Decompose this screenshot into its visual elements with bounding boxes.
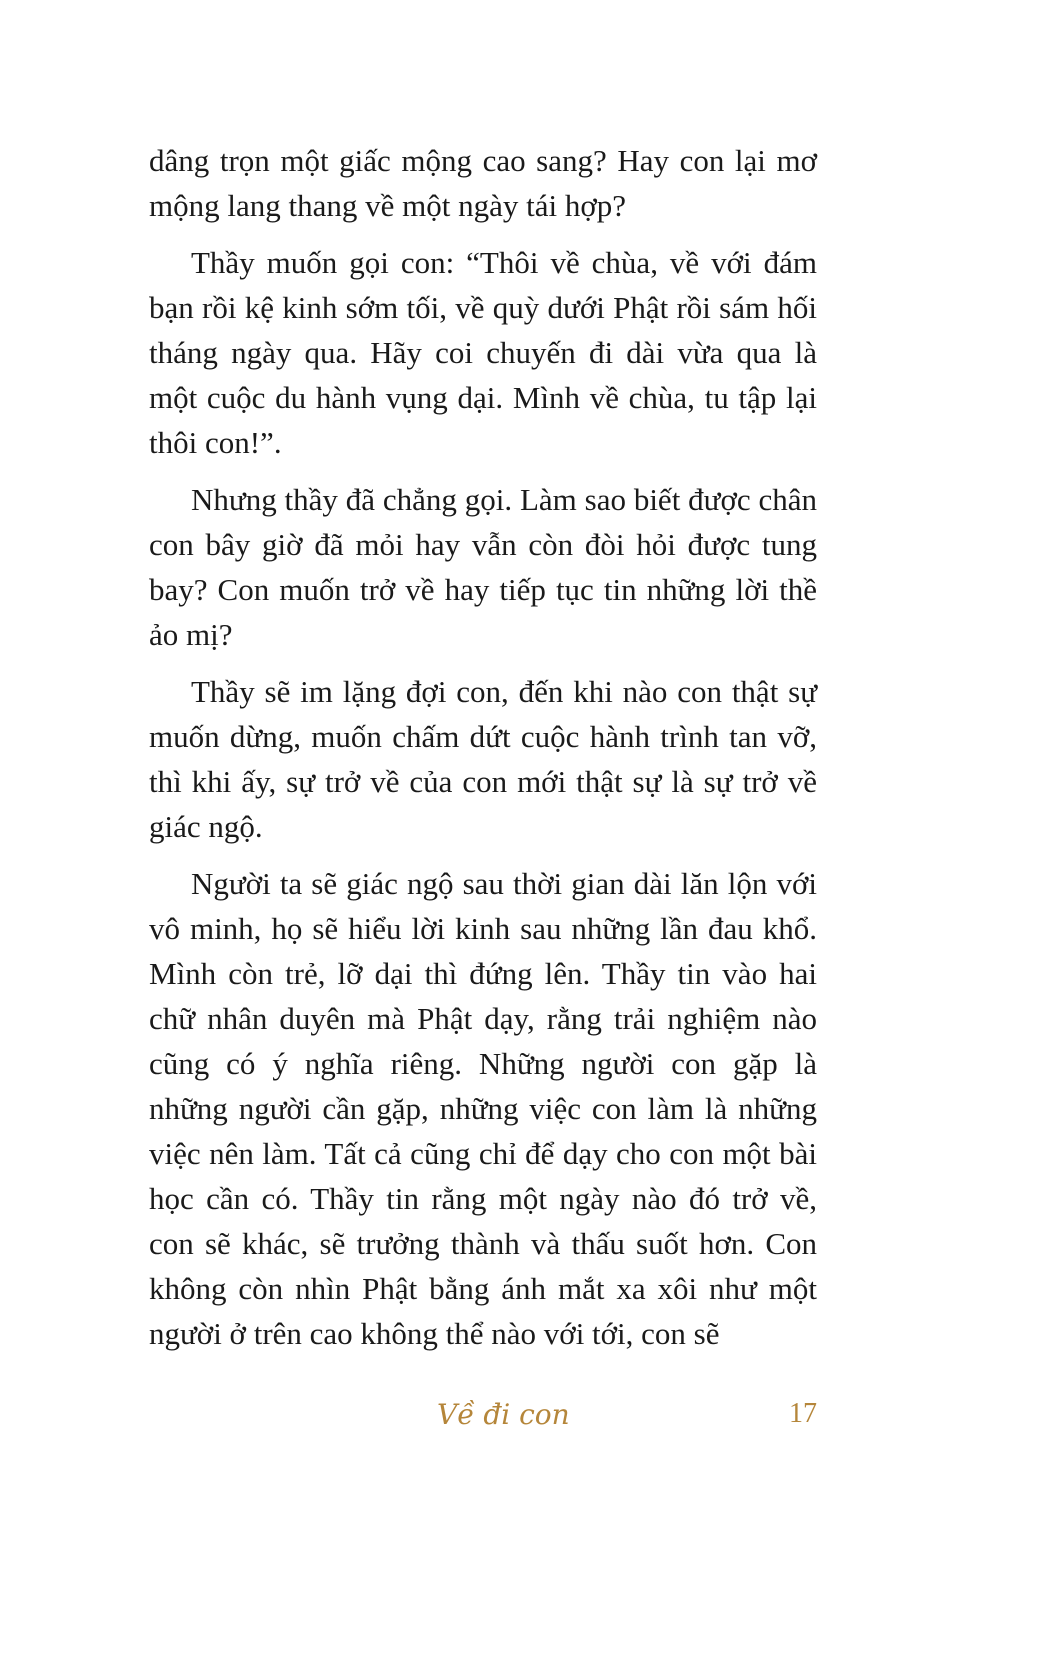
page-footer [149, 1398, 817, 1438]
paragraph: Thầy sẽ im lặng đợi con, đến khi nào con thật sự muốn dừng, muốn chấm dứt cuộc hành trình tan vỡ, thì khi ấy, sự trở về của con mới thật sự là sự trở về giác ngộ. [149, 674, 817, 844]
page-body [149, 138, 817, 1368]
page-number: 17 [789, 1398, 817, 1429]
paragraph: dâng trọn một giấc mộng cao sang? Hay con lại mơ mộng lang thang về một ngày tái hợp? [149, 143, 817, 223]
running-title: Về đi con [437, 1398, 570, 1431]
paragraph: Nhưng thầy đã chẳng gọi. Làm sao biết được chân con bây giờ đã mỏi hay vẫn còn đòi hỏi được tung bay? Con muốn trở về hay tiếp tục tin những lời thề ảo mị? [149, 482, 817, 652]
paragraph: Thầy muốn gọi con: “Thôi về chùa, về với đám bạn rồi kệ kinh sớm tối, về quỳ dưới Phật rồi sám hối tháng ngày qua. Hãy coi chuyến đi dài vừa qua là một cuộc du hành vụng dại. Mình về chùa, tu tập lại thôi con!”. [149, 245, 817, 460]
paragraph: Người ta sẽ giác ngộ sau thời gian dài lăn lộn với vô minh, họ sẽ hiểu lời kinh sau những lần đau khổ. Mình còn trẻ, lỡ dại thì đứng lên. Thầy tin vào hai chữ nhân duyên mà Phật dạy, rằng trải nghiệm nào cũng có ý nghĩa riêng. Những người con gặp là những người cần gặp, những việc con làm là những việc nên làm. Tất cả cũng chỉ để dạy cho con một bài học cần có. Thầy tin rằng một ngày nào đó trở về, con sẽ khác, sẽ trưởng thành và thấu suốt hơn. Con không còn nhìn Phật bằng ánh mắt xa xôi như một người ở trên cao không thể nào với tới, con sẽ [149, 866, 817, 1351]
